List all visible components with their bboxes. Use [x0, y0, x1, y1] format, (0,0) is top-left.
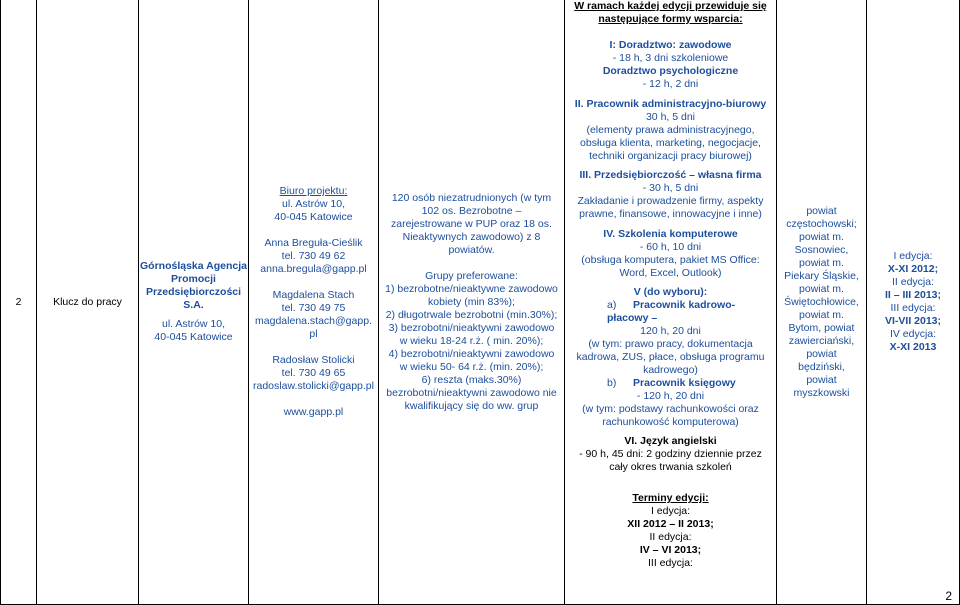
support-header-line1: W ramach każdej edycji przewiduje się — [574, 0, 767, 12]
module-IV-title: IV. Szkolenia komputerowe — [603, 228, 738, 240]
website-link[interactable]: www.gapp.pl — [283, 406, 344, 418]
term-label: III edycja: — [648, 557, 693, 569]
terms-heading: Terminy edycji: — [632, 492, 709, 504]
participants-cell — [379, 0, 565, 605]
contact-phone: tel. 730 49 75 — [281, 302, 346, 314]
module-III-hours: - 30 h, 5 dni — [642, 182, 699, 194]
table-row — [1, 0, 960, 605]
contact-email-continuation[interactable]: pl — [309, 328, 318, 340]
preferred-group: 2) długotrwale bezrobotni (min.30%); — [385, 308, 558, 321]
module-VI-title: VI. Język angielski — [624, 435, 717, 447]
organization-address-2: 40-045 Katowice — [154, 331, 233, 343]
office-address-1: ul. Astrów 10, — [281, 198, 346, 210]
edition-label: IV edycja: — [889, 328, 937, 340]
module-Va-description: (w tym: prawo pracy, dokumentacja kadrowa, ZUS, płace, obsługa programu kadrowego) — [576, 338, 765, 376]
office-heading: Biuro projektu: — [279, 185, 348, 197]
module-Vb-title: Pracownik księgowy — [633, 377, 736, 389]
preferred-groups-heading: Grupy preferowane: — [425, 269, 518, 282]
contact-email[interactable]: radoslaw.stolicki@gapp.pl — [253, 380, 374, 392]
office-cell — [249, 0, 379, 605]
module-V-title: V (do wyboru): — [633, 286, 708, 298]
contact-phone: tel. 730 49 65 — [281, 367, 346, 379]
preferred-group: 1) bezrobotne/nieaktywne zawodowo kobiety (min 83%); — [385, 282, 558, 308]
office-address-2: 40-045 Katowice — [274, 211, 353, 223]
list-marker: b) — [607, 377, 617, 389]
edition-label: I edycja: — [893, 250, 933, 262]
module-I-title: I: Doradztwo: zawodowe — [609, 39, 732, 51]
powiaty-cell — [777, 0, 867, 605]
contact-email[interactable]: magdalena.stach@gapp. — [255, 315, 372, 327]
module-I-psych-title: Doradztwo psychologiczne — [602, 65, 739, 77]
powiaty-list: powiat częstochowski; powiat m. Sosnowiec, powiat m. Piekary Śląskie, powiat m. Świętochłowice, powiat m. Bytom, powiat zawierciański, powiat będziński, powiat myszkowski — [784, 204, 859, 399]
edition-value: X-XI 2012; — [887, 263, 939, 275]
module-III-description: Zakładanie i prowadzenie firmy, aspekty prawne, finansowe, innowacyjne i inne) — [577, 195, 764, 220]
preferred-group: 4) bezrobotni/nieaktywni zawodowo w wieku 50- 64 r.ż. (min. 20%); — [388, 347, 555, 373]
row-number: 2 — [1, 0, 37, 605]
contact-phone: tel. 730 49 62 — [281, 250, 346, 262]
edition-label: II edycja: — [891, 276, 935, 288]
module-II-title: II. Pracownik administracyjno-biurowy — [574, 98, 767, 110]
term-value: XII 2012 – II 2013; — [627, 518, 714, 530]
contact-name: Anna Breguła-Cieślik — [264, 237, 363, 249]
term-label: II edycja: — [649, 531, 692, 543]
edition-value: X-XI 2013 — [889, 341, 937, 353]
organization-address-1: ul. Astrów 10, — [161, 318, 226, 330]
list-marker: a) — [607, 299, 617, 311]
edition-value: VI-VII 2013; — [884, 315, 942, 327]
module-I-hours: - 18 h, 3 dni szkoleniowe — [612, 52, 729, 64]
contact-name: Radosław Stolicki — [272, 354, 355, 366]
organization-name: Górnośląska Agencja Promocji Przedsiębiorczości S.A. — [140, 260, 247, 311]
support-cell — [565, 0, 777, 605]
editions-cell — [867, 0, 960, 605]
module-IV-description: (obsługa komputera, pakiet MS Office: Word, Excel, Outlook) — [581, 254, 760, 279]
module-Vb-hours: - 120 h, 20 dni — [636, 390, 705, 402]
support-header-line2: następujące formy wsparcia: — [598, 13, 743, 25]
page-number: 2 — [945, 589, 952, 603]
module-III-title: III. Przedsiębiorczość – własna firma — [579, 169, 762, 181]
project-name: Klucz do pracy — [37, 0, 139, 605]
participants-intro: 120 osób niezatrudnionych (w tym 102 os. Bezrobotne – zarejestrowane w PUP oraz 18 os. Nieaktywnych zawodowo) z 8 powiatów. — [391, 191, 552, 256]
term-value: IV – VI 2013; — [639, 544, 702, 556]
module-II-hours: 30 h, 5 dni — [645, 111, 696, 123]
organization-cell — [139, 0, 249, 605]
edition-label: III edycja: — [890, 302, 936, 314]
edition-value: II – III 2013; — [884, 289, 942, 301]
module-IV-hours: - 60 h, 10 dni — [639, 241, 702, 253]
module-Vb-item — [569, 377, 772, 390]
module-Va-title: Pracownik kadrowo-płacowy – — [607, 299, 736, 324]
preferred-group: 6) reszta (maks.30%) bezrobotni/nieaktywni zawodowo nie kwalifikujący się do ww. grup — [386, 373, 557, 412]
module-VI-description: - 90 h, 45 dni: 2 godziny dziennie przez cały okres trwania szkoleń — [579, 448, 762, 473]
module-I-psych-hours: - 12 h, 2 dni — [642, 78, 699, 90]
module-Vb-description: (w tym: podstawy rachunkowości oraz rachunkowość komputerowa) — [582, 403, 759, 428]
module-Va-item — [569, 299, 772, 325]
preferred-group: 3) bezrobotni/nieaktywni zawodowo w wieku 18-24 r.ż. ( min. 20%); — [388, 321, 555, 347]
contact-name: Magdalena Stach — [272, 289, 355, 301]
module-II-description: (elementy prawa administracyjnego, obsługa klienta, marketing, negocjacje, techniki organizacji pracy biurowej) — [580, 124, 761, 162]
contact-email[interactable]: anna.bregula@gapp.pl — [260, 263, 367, 275]
term-label: I edycja: — [650, 505, 691, 517]
module-Va-hours: 120 h, 20 dni — [640, 325, 701, 337]
